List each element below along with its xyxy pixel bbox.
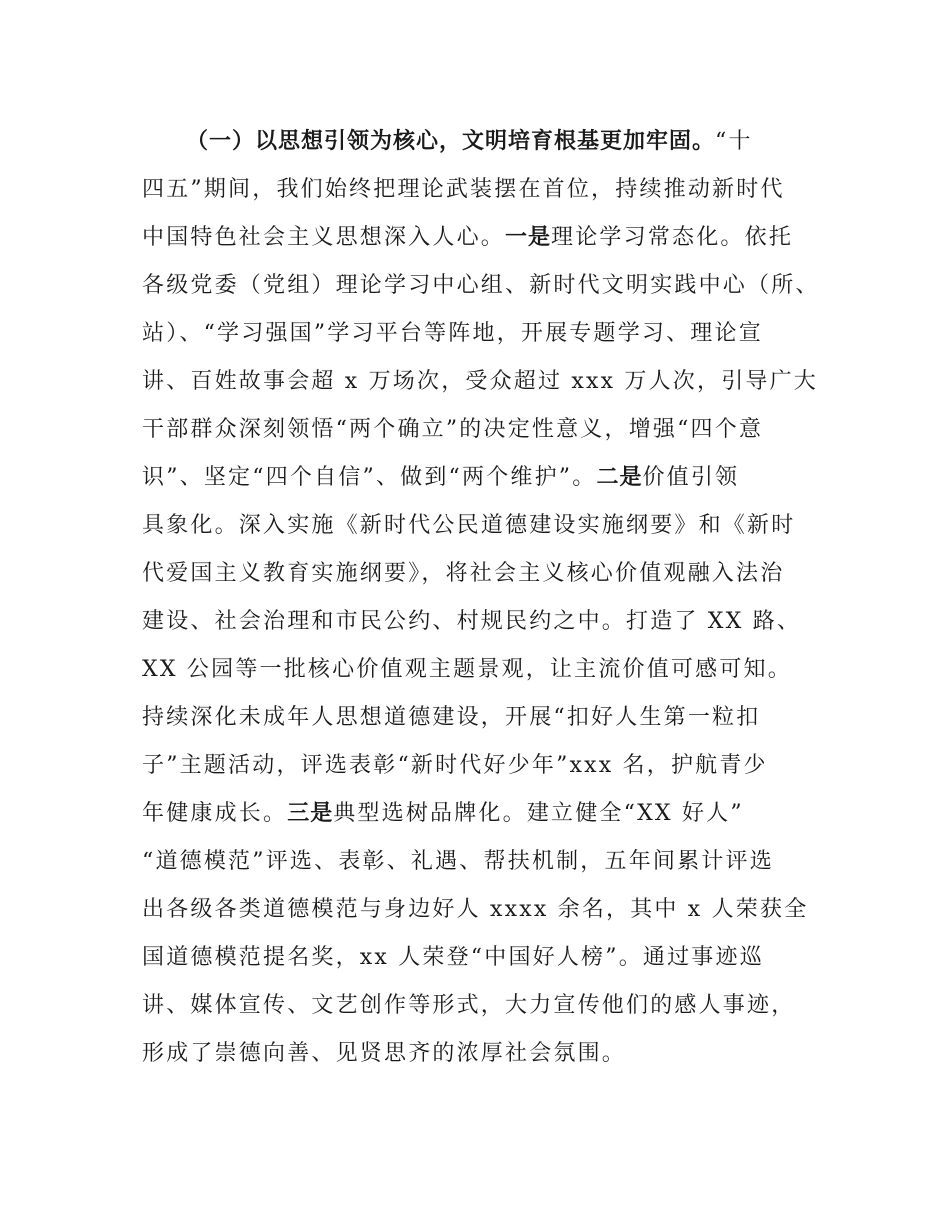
- point-label-1: 一是: [505, 225, 552, 250]
- paragraph-line: XX 公园等一批核心价值观主题景观，让主流价值可感可知。: [142, 657, 792, 682]
- paragraph-line: “道德模范”评选、表彰、礼遇、帮扶机制，五年间累计评选: [142, 849, 774, 874]
- paragraph-line: 四五”期间，我们始终把理论武装摆在首位，持续推动新时代: [142, 177, 785, 202]
- point-label-2: 二是: [596, 465, 643, 490]
- paragraph-line: 讲、百姓故事会超 x 万场次，受众超过 xxx 万人次，引导广大: [142, 369, 819, 394]
- paragraph-line: 讲、媒体宣传、文艺创作等形式，大力宣传他们的感人事迹，: [142, 993, 796, 1018]
- paragraph-line: 子”主题活动，评选表彰“新时代好少年”xxx 名，护航青少: [142, 753, 768, 778]
- section-heading-line: （一）以思想引领为核心，文明培育根基更加牢固。“十: [186, 129, 753, 154]
- section-heading: （一）以思想引领为核心，文明培育根基更加牢固。: [186, 129, 716, 154]
- paragraph-line: 国道德模范提名奖，xx 人荣登“中国好人榜”。通过事迹巡: [142, 945, 764, 970]
- paragraph-line: 代爱国主义教育实施纲要》，将社会主义核心价值观融入法治: [142, 561, 785, 586]
- paragraph-line: 干部群众深刻领悟“两个确立”的决定性意义，增强“四个意: [142, 417, 764, 442]
- document-page: [142, 118, 820, 1078]
- paragraph-line: 形成了崇德向善、见贤思齐的浓厚社会氛围。: [142, 1041, 627, 1066]
- paragraph-line: 各级党委（党组）理论学习中心组、新时代文明实践中心（所、: [142, 273, 820, 298]
- paragraph-line: 中国特色社会主义思想深入人心。一是理论学习常态化。依托: [142, 225, 794, 250]
- paragraph-line: 站）、“学习强国”学习平台等阵地，开展专题学习、理论宣: [142, 321, 763, 346]
- paragraph-line: 出各级各类道德模范与身边好人 xxxx 余名，其中 x 人荣获全: [142, 897, 809, 922]
- point-label-3: 三是: [287, 801, 334, 826]
- paragraph-line: 具象化。深入实施《新时代公民道德建设实施纲要》和《新时: [142, 513, 796, 538]
- paragraph-line: 识”、坚定“四个自信”、做到“两个维护”。二是价值引领: [142, 465, 740, 490]
- paragraph-line: 持续深化未成年人思想道德建设，开展“扣好人生第一粒扣: [142, 705, 761, 730]
- paragraph-line: 建设、社会治理和市民公约、村规民约之中。打造了 XX 路、: [142, 609, 802, 634]
- paragraph-line: 年健康成长。三是典型选树品牌化。建立健全“XX 好人”: [142, 801, 744, 826]
